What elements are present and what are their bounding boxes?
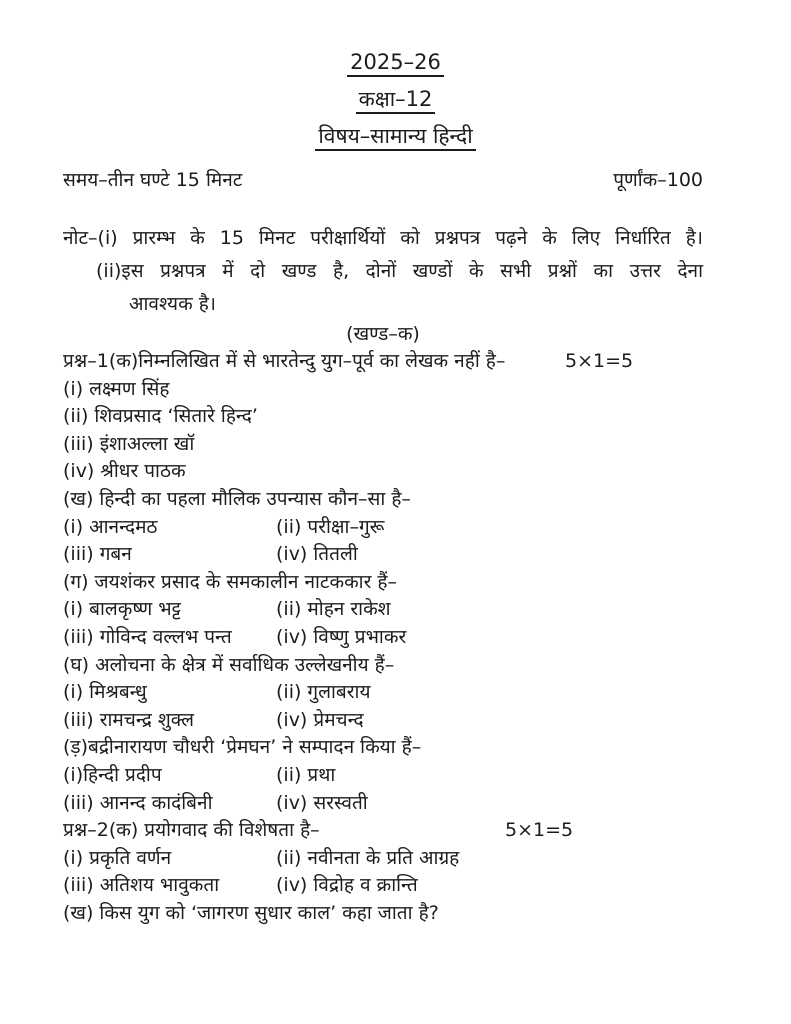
sub-question-line [63,652,703,680]
option-text: (iii) अतिशय भावुकता [63,874,220,897]
notes-block [63,222,703,321]
sub-question-text: (घ) अलोचना के क्षेत्र में सर्वाधिक उल्लेखनीय हैं– [63,653,395,676]
option-pair-row [63,845,703,873]
question-1-text: प्रश्न–1(क)निम्नलिखित में से भारतेन्दु युग–पूर्व का लेखक नहीं है– [63,350,506,372]
paper-content [63,167,703,927]
option-pair-row [63,624,703,652]
option-text: (iii) इंशाअल्ला खॉ [63,432,195,455]
sub-question-line [63,900,703,928]
option-line [63,431,703,459]
meta-row [63,167,703,194]
sub-question-text: (ड़)बद्रीनारायण चौधरी ‘प्रेमघन’ ने सम्पादन किया हैं– [63,736,422,759]
option-line [63,458,703,486]
question-body [63,348,703,927]
option-text: (i) मिश्रबन्धु [63,681,147,704]
option-pair-row [63,872,703,900]
option-text: (i) प्रकृति वर्णन [63,846,172,869]
time-label: समय–तीन घण्टे 15 मिनट [63,169,243,191]
subject-line [0,124,791,151]
session-text: 2025–26 [347,50,444,77]
option-text: (i) आनन्दमठ [63,515,158,538]
option-pair-row [63,679,703,707]
option-text: (i) बालकृष्ण भट्ट [63,598,181,621]
session-line [0,50,791,77]
option-text: (iii) गोविन्द वल्लभ पन्त [63,625,232,648]
option-text: (ii) गुलाबराय [276,681,371,704]
note-line-3: आवश्यक है। [129,293,216,315]
note-line-2: (ii)इस प्रश्नपत्र में दो खण्ड है, दोनों खण्डों के सभी प्रश्नों का उत्तर देना [96,260,703,282]
class-line [0,87,791,114]
option-text: (ii) नवीनता के प्रति आग्रह [276,846,460,869]
option-text: (ii) परीक्षा–गुरू [276,515,385,538]
option-text: (ii) शिवप्रसाद ‘सितारे हिन्द’ [63,405,258,428]
sub-question-line [63,569,703,597]
option-text: (ii) प्रथा [276,763,336,786]
option-line [63,376,703,404]
question-1-marks: 5×1=5 [565,350,634,372]
option-text: (iv) विष्णु प्रभाकर [276,625,407,648]
question-2-text: प्रश्न–2(क) प्रयोगवाद की विशेषता है– [63,819,320,842]
section-title: (खण्ड–क) [346,323,420,345]
question-2-marks: 5×1=5 [505,819,574,842]
option-pair-row [63,790,703,818]
full-marks-label: पूर्णांक–100 [613,169,703,191]
option-text: (iv) प्रेमचन्द [276,708,364,731]
option-line [63,403,703,431]
paper-header [0,0,791,151]
option-pair-row [63,762,703,790]
class-text: कक्षा–12 [356,87,436,114]
option-text: (i) लक्ष्मण सिंह [63,377,170,400]
option-pair-row [63,514,703,542]
option-text: (ii) मोहन राकेश [276,598,391,621]
option-text: (i)हिन्दी प्रदीप [63,763,162,786]
subject-text: विषय–सामान्य हिन्दी [315,124,475,151]
sub-question-text: (ख) हिन्दी का पहला मौलिक उपन्यास कौन–सा है– [63,487,411,510]
option-text: (iv) श्रीधर पाठक [63,460,186,483]
question-2-line [63,817,703,845]
option-text: (iii) गबन [63,543,132,566]
sub-question-text: (ख) किस युग को ‘जागरण सुधार काल’ कहा जाता है? [63,901,439,924]
option-text: (iii) रामचन्द्र शुक्ल [63,708,194,731]
option-pair-row [63,596,703,624]
sub-question-text: (ग) जयशंकर प्रसाद के समकालीन नाटककार हैं– [63,570,397,593]
option-pair-row [63,541,703,569]
note-line-1: नोट–(i) प्रारम्भ के 15 मिनट परीक्षार्थियों को प्रश्नपत्र पढ़ने के लिए निर्धारित है। [63,227,703,249]
sub-question-line [63,486,703,514]
option-pair-row [63,707,703,735]
option-text: (iii) आनन्द कादंबिनी [63,791,213,814]
question-1-line [63,348,703,376]
option-text: (iv) तितली [276,543,358,566]
option-text: (iv) विद्रोह व क्रान्ति [276,874,418,897]
sub-question-line [63,734,703,762]
option-text: (iv) सरस्वती [276,791,368,814]
